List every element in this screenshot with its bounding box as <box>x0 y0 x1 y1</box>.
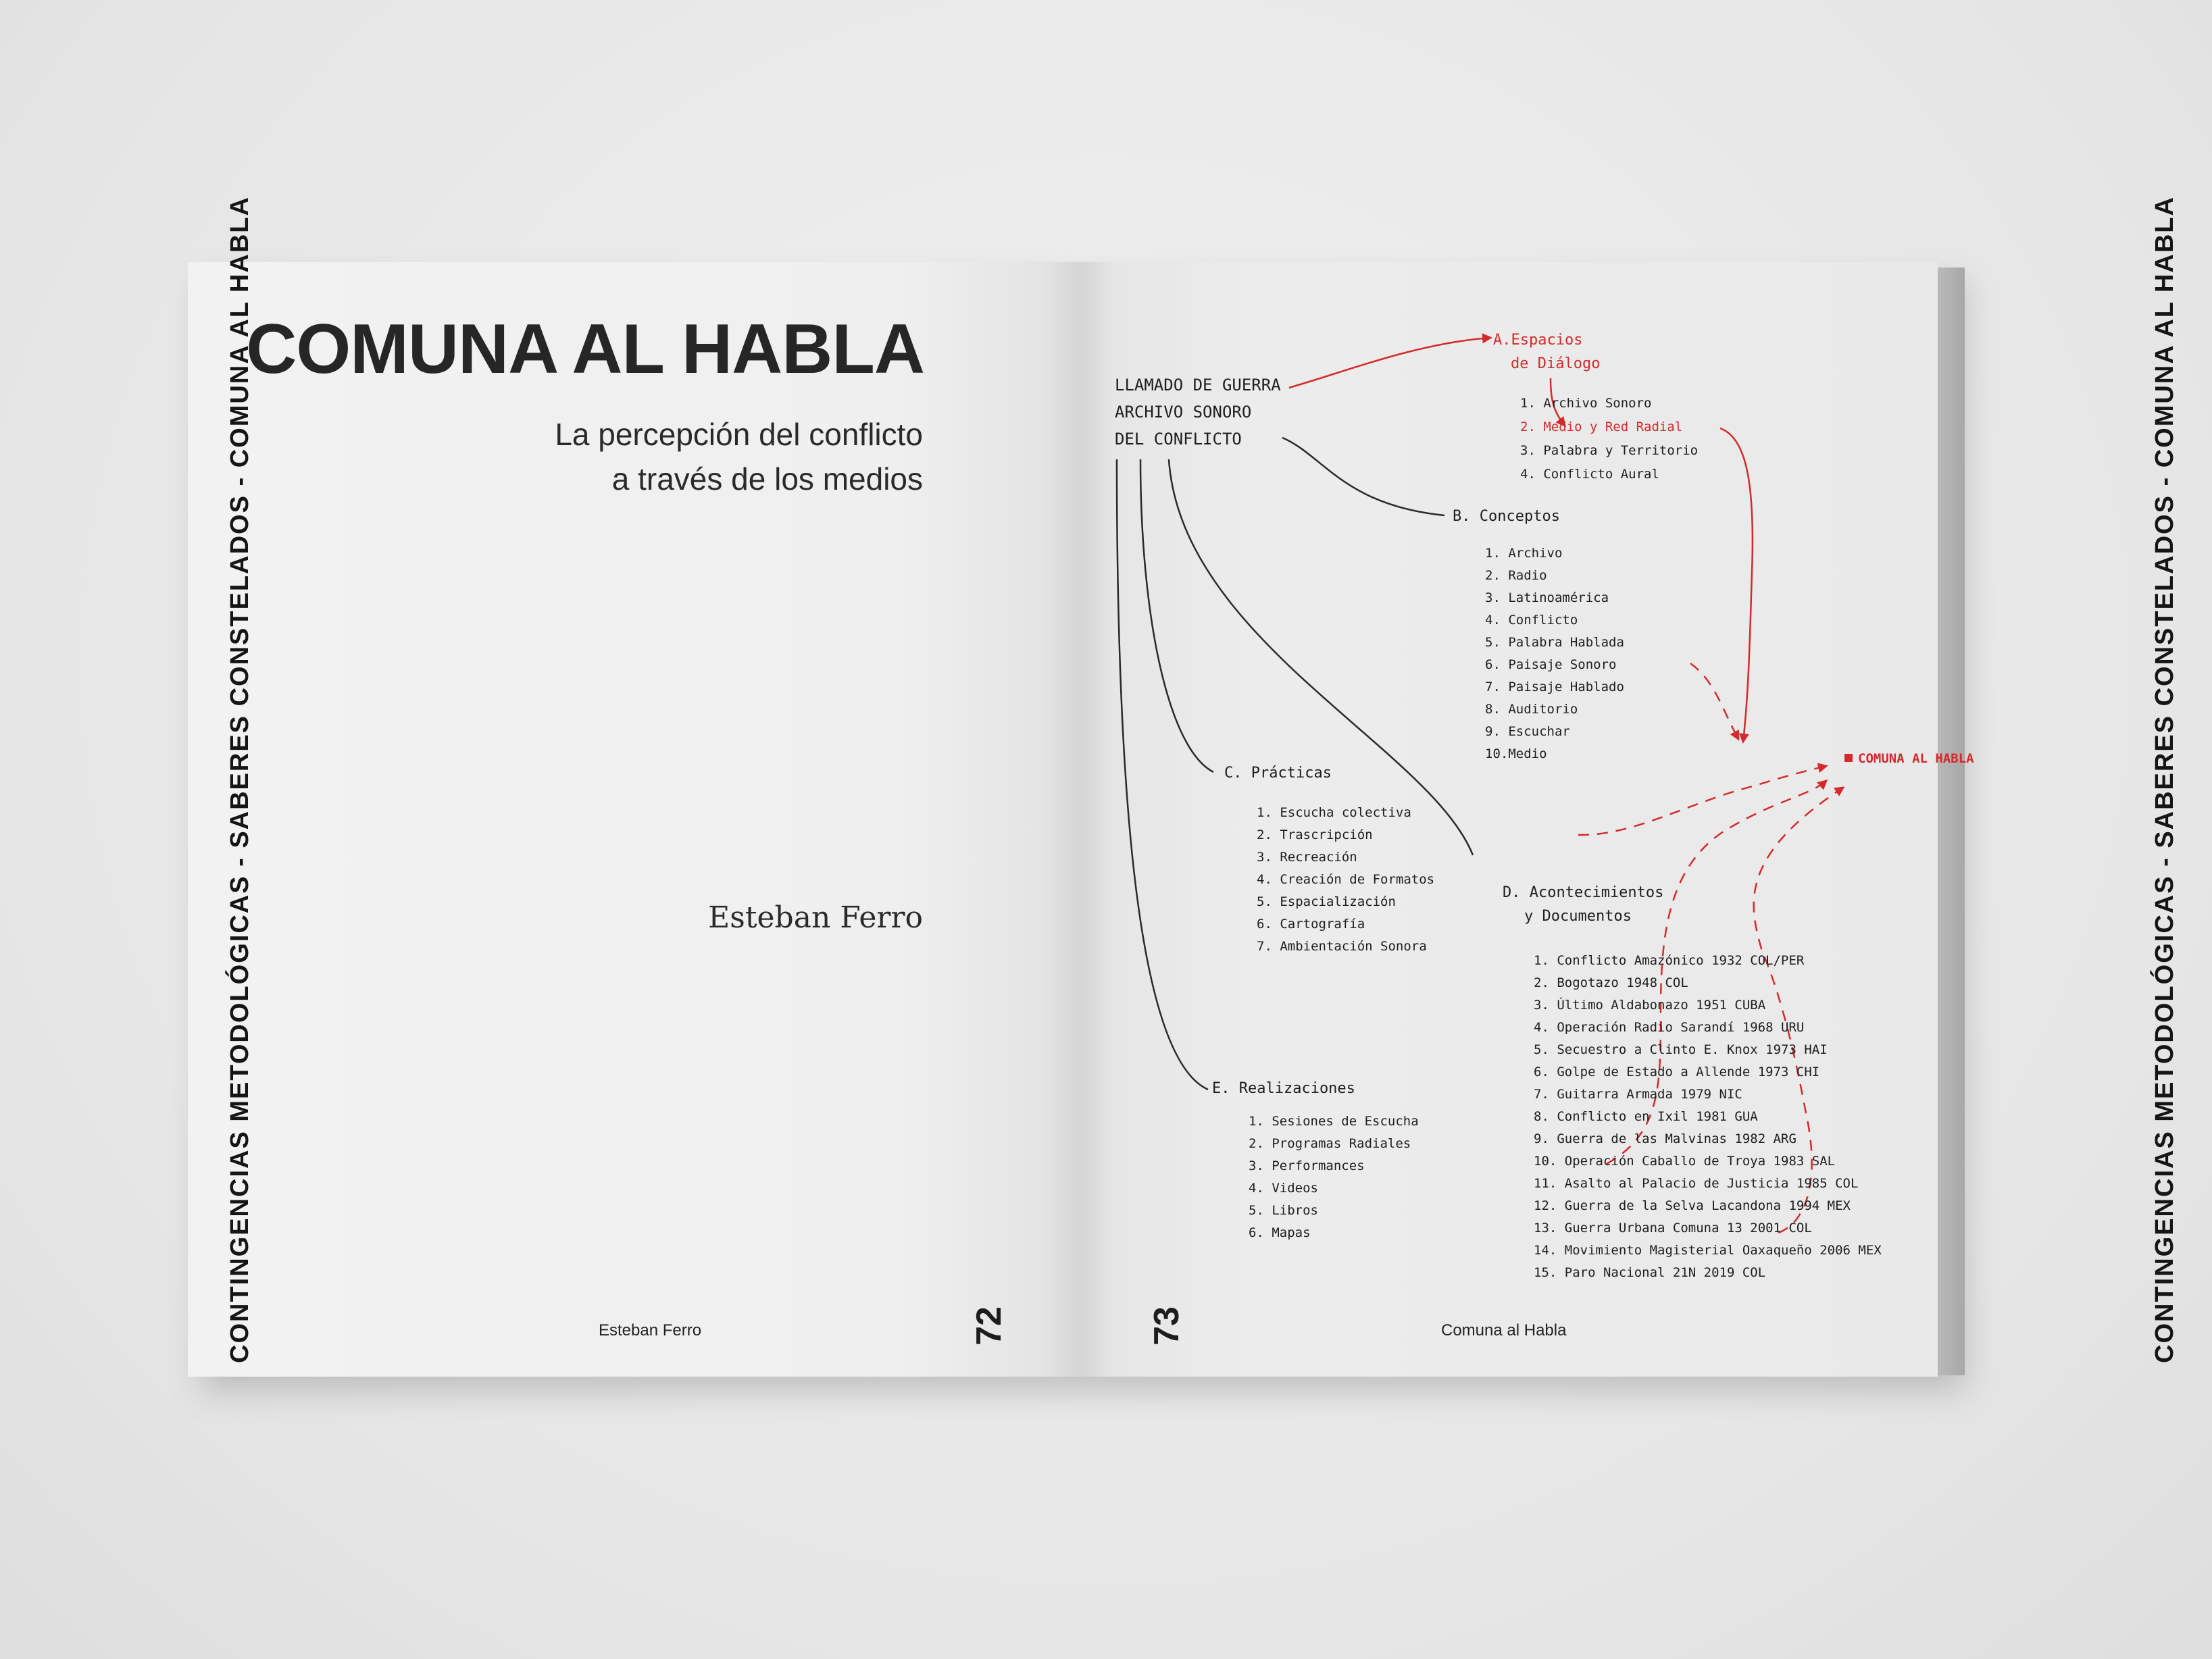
root-line-3: DEL CONFLICTO <box>1115 430 1242 449</box>
section-e-item: 3. Performances <box>1249 1158 1365 1173</box>
page-title: COMUNA AL HABLA <box>246 310 924 388</box>
section-b-item: 3. Latinoamérica <box>1485 590 1609 605</box>
dashed-c2-to-center <box>1578 766 1826 835</box>
arrow-root-to-a <box>1289 338 1490 388</box>
spine-text-left: CONTINGENCIAS METODOLÓGICAS - SABERES CONSTELADOS - COMUNA AL HABLA <box>226 196 254 1363</box>
left-page <box>188 196 1080 1377</box>
section-e <box>1212 1080 1419 1240</box>
section-d-title-1: D. Acontecimientos <box>1503 884 1664 901</box>
section-e-item: 1. Sesiones de Escucha <box>1249 1114 1419 1129</box>
section-d-item: 9. Guerra de las Malvinas 1982 ARG <box>1534 1131 1796 1146</box>
section-b-item: 1. Archivo <box>1485 546 1563 561</box>
section-d-item: 4. Operación Radio Sarandí 1968 URU <box>1534 1020 1805 1035</box>
author-name: Esteban Ferro <box>708 900 923 935</box>
line-root-to-e <box>1117 459 1208 1090</box>
section-b <box>1453 508 1624 761</box>
section-c-item: 2. Trascripción <box>1257 827 1373 842</box>
page-edge <box>1938 267 1965 1375</box>
section-a-item: 2. Medio y Red Radial <box>1520 419 1683 434</box>
section-d-item: 7. Guitarra Armada 1979 NIC <box>1534 1087 1742 1102</box>
section-d-item: 12. Guerra de la Selva Lacandona 1994 MEX <box>1534 1198 1851 1213</box>
section-d-item: 2. Bogotazo 1948 COL <box>1534 975 1688 990</box>
black-connectors <box>1117 438 1473 1090</box>
section-c-item: 1. Escucha colectiva <box>1257 805 1411 820</box>
section-a <box>1493 332 1698 482</box>
page-subtitle <box>555 412 923 501</box>
section-c-item: 5. Espacialización <box>1257 894 1396 909</box>
section-c-title: C. Prácticas <box>1224 765 1332 782</box>
left-footer: Esteban Ferro <box>599 1321 702 1339</box>
section-c-item: 6. Cartografía <box>1257 917 1365 931</box>
arrow-item2-to-center <box>1720 428 1753 742</box>
section-d-item: 8. Conflicto en Ixil 1981 GUA <box>1534 1109 1758 1124</box>
section-e-item: 4. Videos <box>1249 1181 1318 1196</box>
root-line-2: ARCHIVO SONORO <box>1115 403 1252 422</box>
section-d <box>1503 884 1882 1280</box>
section-e-item: 2. Programas Radiales <box>1249 1136 1411 1151</box>
section-b-item: 2. Radio <box>1485 568 1547 583</box>
section-b-item: 4. Conflicto <box>1485 613 1578 628</box>
root-line-1: LLAMADO DE GUERRA <box>1115 376 1281 394</box>
section-e-item: 5. Libros <box>1249 1203 1318 1218</box>
section-b-title: B. Conceptos <box>1453 508 1560 525</box>
dashed-b6-to-center <box>1690 663 1738 739</box>
section-d-item: 10. Operación Caballo de Troya 1983 SAL <box>1534 1154 1836 1169</box>
subtitle-line-1: La percepción del conflicto <box>555 417 923 452</box>
open-book <box>188 196 2179 1380</box>
line-root-to-d <box>1169 459 1473 855</box>
section-d-item: 5. Secuestro a Clinto E. Knox 1973 HAI <box>1534 1042 1828 1057</box>
root-node <box>1115 376 1281 449</box>
section-e-item: 6. Mapas <box>1249 1225 1311 1240</box>
section-d-item: 11. Asalto al Palacio de Justicia 1985 COL <box>1534 1176 1859 1191</box>
section-b-item: 10.Medio <box>1485 746 1547 761</box>
page-number-right: 73 <box>1147 1306 1186 1346</box>
section-d-item: 1. Conflicto Amazónico 1932 COL/PER <box>1534 953 1805 968</box>
spine-text-right: CONTINGENCIAS METODOLÓGICAS - SABERES CONSTELADOS - COMUNA AL HABLA <box>2151 196 2179 1363</box>
section-b-item: 7. Paisaje Hablado <box>1485 680 1624 694</box>
section-b-item: 6. Paisaje Sonoro <box>1485 657 1617 672</box>
section-a-title-2: de Diálogo <box>1511 355 1601 372</box>
section-c-item: 4. Creación de Formatos <box>1257 872 1435 887</box>
concept-map <box>1080 262 1974 1377</box>
section-d-item: 13. Guerra Urbana Comuna 13 2001 COL <box>1534 1221 1812 1235</box>
section-d-title-2: y Documentos <box>1524 908 1632 925</box>
section-d-item: 3. Último Aldabonazo 1951 CUBA <box>1534 998 1766 1013</box>
red-dashed-connectors <box>1578 663 1843 1233</box>
section-b-item: 9. Escuchar <box>1485 724 1570 739</box>
section-c-item: 3. Recreación <box>1257 850 1357 865</box>
section-b-item: 5. Palabra Hablada <box>1485 635 1624 650</box>
section-c <box>1224 765 1434 954</box>
line-root-to-b <box>1282 438 1444 515</box>
section-b-item: 8. Auditorio <box>1485 702 1578 717</box>
section-c-item: 7. Ambientación Sonora <box>1257 939 1427 954</box>
section-d-item: 15. Paro Nacional 21N 2019 COL <box>1534 1265 1766 1280</box>
center-node-label: COMUNA AL HABLA <box>1858 751 1974 766</box>
right-page <box>1080 196 2179 1377</box>
section-a-item: 3. Palabra y Territorio <box>1520 443 1699 458</box>
section-d-item: 14. Movimiento Magisterial Oaxaqueño 2006 MEX <box>1534 1243 1882 1258</box>
section-a-item: 4. Conflicto Aural <box>1520 467 1659 482</box>
dashed-e3-to-center <box>1607 781 1826 1164</box>
section-d-item: 6. Golpe de Estado a Allende 1973 CHI <box>1534 1065 1820 1079</box>
section-a-item: 1. Archivo Sonoro <box>1520 396 1652 411</box>
subtitle-line-2: a través de los medios <box>611 461 923 496</box>
section-e-title: E. Realizaciones <box>1212 1080 1355 1097</box>
page-number-left: 72 <box>969 1306 1009 1346</box>
right-footer: Comuna al Habla <box>1441 1321 1567 1339</box>
center-node-marker <box>1844 754 1853 762</box>
section-a-title-1: A.Espacios <box>1493 332 1583 349</box>
